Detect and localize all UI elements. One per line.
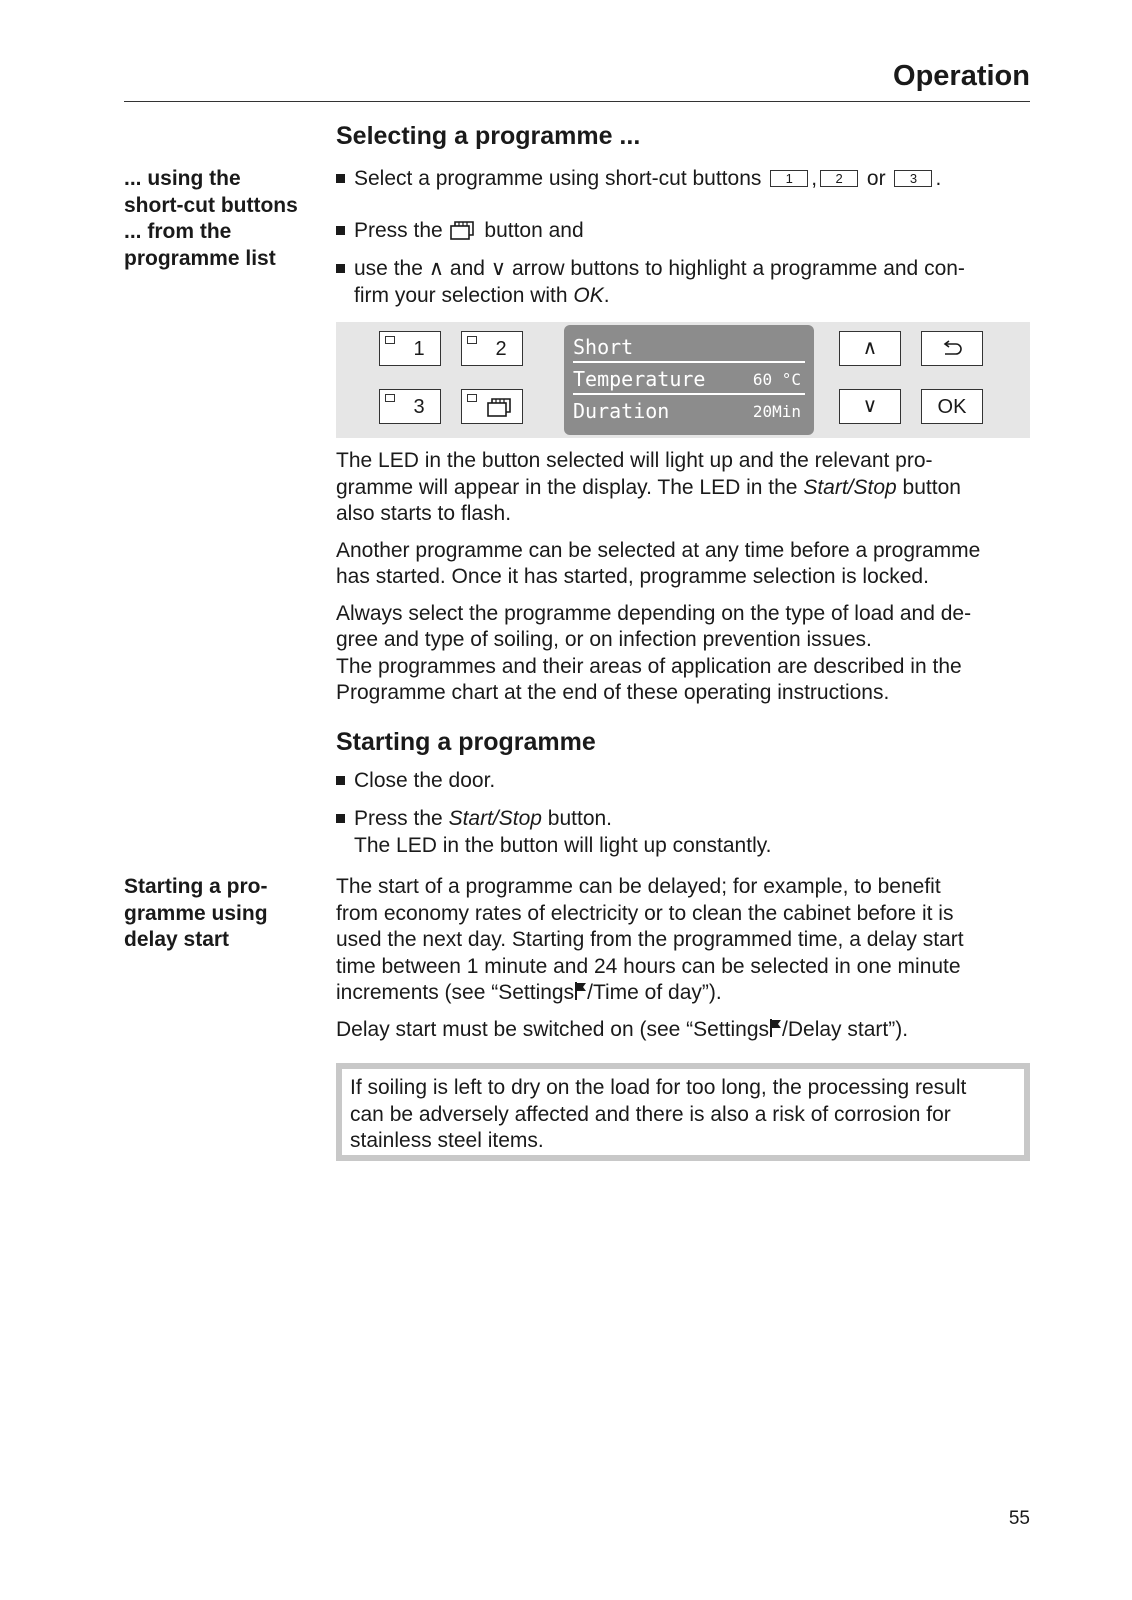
- led-indicator: [467, 336, 477, 344]
- paragraph-selection-lock: Another programme can be selected at any time before a programme has started. Once it has started, programme selection is locked.: [336, 538, 981, 588]
- back-arrow-icon: [940, 340, 964, 358]
- key-3-icon: 3: [894, 170, 932, 187]
- chapter-title: Operation: [893, 60, 1030, 92]
- bullet-marker: [336, 174, 345, 183]
- header-divider: [124, 101, 1030, 102]
- section-heading-starting: Starting a programme: [336, 728, 596, 756]
- programme-list-button[interactable]: [461, 389, 523, 424]
- bullet-marker: [336, 264, 345, 273]
- control-panel-illustration: [336, 322, 1030, 438]
- bullet-shortcut-buttons: Select a programme using short-cut buttons 1 , 2 or 3 .: [336, 166, 1036, 193]
- arrow-down-button[interactable]: [839, 389, 901, 424]
- chevron-down-icon: ∨: [862, 395, 878, 417]
- selection-description: [336, 448, 1036, 717]
- paragraph-led-info: The LED in the button selected will light up and the relevant pro- gramme will appear in the display. The LED in the Start/Stop button also starts to flash.: [336, 449, 961, 525]
- bullet-marker: [336, 776, 345, 785]
- warning-note-box: If soiling is left to dry on the load for too long, the processing result can be adversely affected and there is also a risk of corrosion for stainless steel items.: [336, 1063, 1030, 1161]
- display-row-duration: Duration 20Min: [573, 399, 801, 423]
- settings-flag-icon: [769, 1018, 782, 1038]
- side-label-shortcut: ... using the short-cut buttons ... from the programme list: [124, 167, 298, 270]
- section-heading-selecting: Selecting a programme ...: [336, 122, 641, 150]
- side-label-delay-start: Starting a pro- gramme using delay start: [124, 875, 268, 951]
- display-row-temperature: Temperature 60 °C: [573, 365, 805, 395]
- bullet-press-start-stop: Press the Start/Stop button. The LED in the button will light up constantly.: [336, 806, 1036, 859]
- paragraph-programme-choice: Always select the programme depending on the type of load and de- gree and type of soiling, or on infection prevention issues. The programmes and their areas of application are described in the Programme chart at the end of these operating instructions.: [336, 601, 972, 704]
- shortcut-button-3[interactable]: 3: [379, 389, 441, 424]
- programme-list-icon: [486, 396, 516, 418]
- settings-flag-icon: [574, 981, 587, 1001]
- key-1-icon: 1: [770, 170, 808, 187]
- programme-list-icon: [449, 219, 479, 241]
- chevron-up-icon: ∧: [862, 337, 878, 359]
- led-indicator: [385, 336, 395, 344]
- shortcut-button-1[interactable]: 1: [379, 331, 441, 366]
- page-number: 55: [1008, 1508, 1030, 1529]
- bullet-programme-list-button: Press the button and: [336, 218, 1036, 245]
- shortcut-button-2[interactable]: 2: [461, 331, 523, 366]
- bullet-marker: [336, 814, 345, 823]
- arrow-up-button[interactable]: [839, 331, 901, 366]
- display-row-programme: Short: [573, 333, 805, 363]
- bullet-marker: [336, 226, 345, 235]
- led-indicator: [467, 394, 477, 402]
- led-indicator: [385, 394, 395, 402]
- paragraph-delay-start: The start of a programme can be delayed; for example, to benefit from economy rates of electricity or to clean the cabinet before it is used the next day. Starting from the programmed time, a delay start time between 1 minute and 24 hours can be selected in one minute increments (see “Settings /Time of day”).: [336, 875, 964, 1004]
- key-2-icon: 2: [820, 170, 858, 187]
- delay-start-description: [336, 874, 1036, 1053]
- back-button[interactable]: [921, 331, 983, 366]
- programme-display: [564, 325, 814, 435]
- bullet-close-door: Close the door.: [336, 768, 1036, 795]
- bullet-arrow-buttons: use the ∧ and ∨ arrow buttons to highlight a programme and con- firm your selection with OK.: [336, 256, 1036, 309]
- ok-button[interactable]: OK: [921, 389, 983, 424]
- paragraph-delay-start-enable: Delay start must be switched on (see “Settings /Delay start”).: [336, 1017, 909, 1041]
